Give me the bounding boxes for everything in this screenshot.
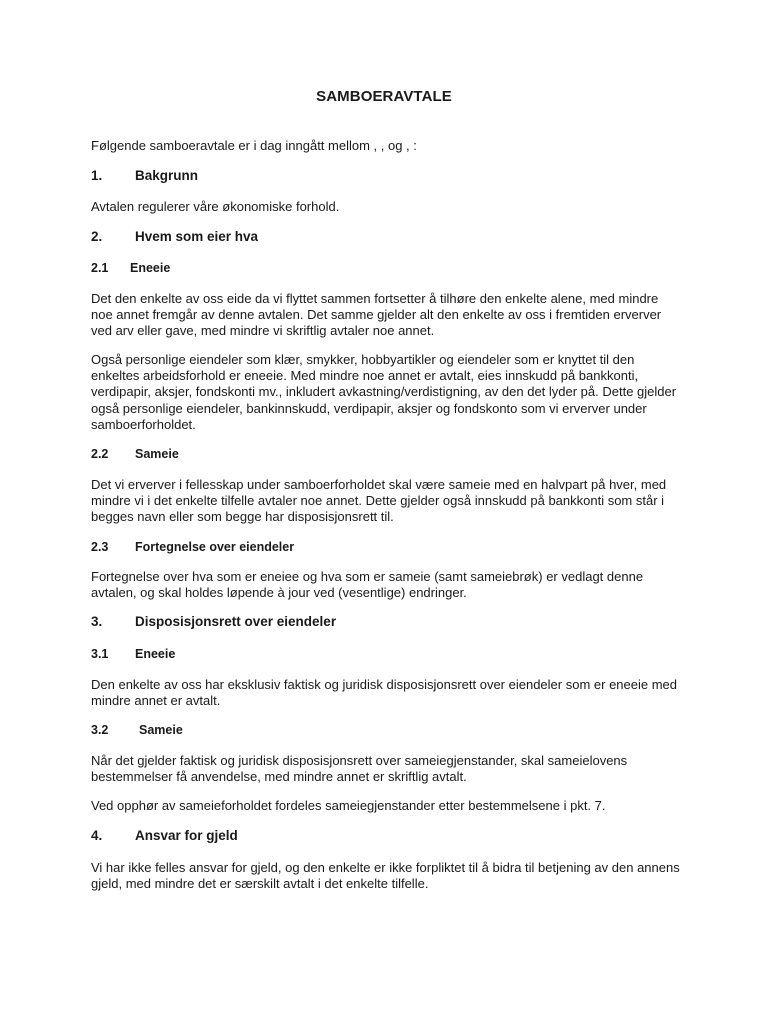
paragraph: Ved opphør av sameieforholdet fordeles sameiegjenstander etter bestemmelsene i pkt. 7.	[91, 798, 606, 813]
paragraph: Også personlige eiendeler som klær, smykker, hobbyartikler og eiendeler som er knyttet til den enkeltes arbeidsforhold er eneeie. Med mindre noe annet er avtalt, eies innskudd på bankkonti, verdipapir, aksjer, fondskonti mv., inkludert avkastning/verdistigning, av den det lyder på. Dette gjelder også personlige eiendeler, bankinnskudd, verdipapir, aksjer og fondskonto som vi erverver under samboerforholdet.	[91, 352, 677, 432]
subsection-title: Sameie	[135, 447, 179, 461]
intro-paragraph: Følgende samboeravtale er i dag inngått mellom , , og , :	[91, 138, 417, 153]
subsection-heading-2-2	[91, 446, 179, 462]
subsection-title: Fortegnelse over eiendeler	[135, 540, 295, 554]
subsection-title: Eneeie	[130, 261, 171, 275]
paragraph: Det vi erverver i fellesskap under samboerforholdet skal være sameie med en halvpart på hver, med mindre vi i det enkelte tilfelle avtaler noe annet. Dette gjelder også innskudd på bankkonti som står i begges navn eller som begge har disposisjonsrett til.	[91, 477, 667, 525]
section-heading-2	[91, 229, 258, 245]
subsection-heading-3-1	[91, 646, 175, 662]
subsection-number: 2.2	[91, 447, 109, 461]
paragraph: Fortegnelse over hva som er eneiee og hva som er sameie (samt sameiebrøk) er vedlagt denne avtalen, og skal holdes løpende à jour ved (vesentlige) endringer.	[91, 569, 644, 601]
section-title: Disposisjonsrett over eiendeler	[135, 614, 337, 629]
subsection-number: 2.1	[91, 261, 109, 275]
section-number: 2.	[91, 229, 103, 244]
section-heading-3	[91, 614, 336, 630]
subsection-title: Sameie	[139, 723, 183, 737]
paragraph: Det den enkelte av oss eide da vi flyttet sammen fortsetter å tilhøre den enkelte alene, med mindre noe annet fremgår av denne avtalen. Det samme gjelder alt den enkelte av oss i fremtiden erverver ved arv eller gave, med mindre vi skriftlig avtaler noe annet.	[91, 291, 662, 339]
document-title: SAMBOERAVTALE	[316, 88, 452, 105]
section-title: Hvem som eier hva	[135, 229, 259, 244]
subsection-heading-3-2	[91, 722, 183, 738]
section-heading-1	[91, 168, 198, 184]
section-number: 3.	[91, 614, 103, 629]
subsection-heading-2-3	[91, 539, 294, 555]
paragraph: Den enkelte av oss har eksklusiv faktisk og juridisk disposisjonsrett over eiendeler som er eneeie med mindre annet er avtalt.	[91, 677, 678, 709]
subsection-heading-2-1	[91, 260, 170, 276]
paragraph: Vi har ikke felles ansvar for gjeld, og den enkelte er ikke forpliktet til å bidra til betjening av den annens gjeld, med mindre det er særskilt avtalt i det enkelte tilfelle.	[91, 860, 680, 892]
section-heading-4	[91, 828, 238, 844]
section-number: 1.	[91, 168, 103, 183]
section-number: 4.	[91, 828, 103, 843]
paragraph: Når det gjelder faktisk og juridisk disposisjonsrett over sameiegjenstander, skal sameielovens bestemmelser få anvendelse, med mindre annet er skriftlig avtalt.	[91, 753, 628, 785]
paragraph: Avtalen regulerer våre økonomiske forhold.	[91, 199, 340, 214]
subsection-number: 3.1	[91, 647, 109, 661]
section-title: Ansvar for gjeld	[135, 828, 238, 843]
subsection-title: Eneeie	[135, 647, 176, 661]
section-title: Bakgrunn	[135, 168, 199, 183]
subsection-number: 3.2	[91, 723, 109, 737]
subsection-number: 2.3	[91, 540, 109, 554]
